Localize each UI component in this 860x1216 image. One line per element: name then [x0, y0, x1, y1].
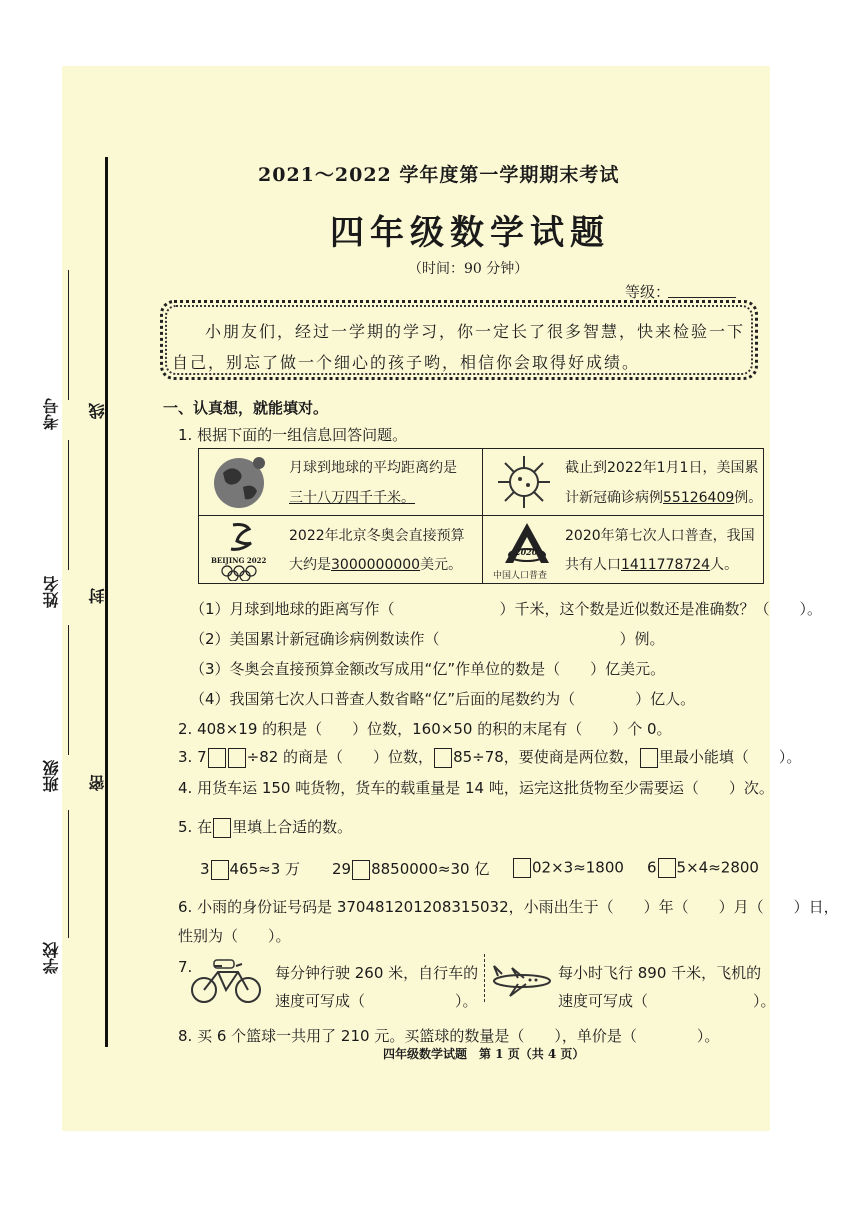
beijing-2022-emblem-icon: [211, 519, 273, 581]
census-logo-text: 中国人口普查: [493, 571, 548, 581]
q5-item-d: 6 5×4≈2800: [647, 858, 759, 877]
answer-box[interactable]: [211, 860, 229, 880]
intro-line-2: 自己，别忘了做一个细心的孩子哟，相信你会取得好成绩。: [172, 353, 641, 372]
exam-term-title: 2021～2022 学年度第一学期期末考试: [258, 164, 620, 186]
beijing-logo-text: BEIJING 2022: [211, 556, 267, 565]
subquestion-3: （3）冬奥会直接预算金额改写成用“亿”作单位的数是（ ）亿美元。: [190, 660, 666, 678]
virus-icon: [495, 453, 553, 511]
xuexiao-label: 学校: [42, 942, 61, 974]
grade-label: 等级：: [625, 283, 671, 301]
moon-text-1: 月球到地球的平均距离约是: [289, 460, 457, 476]
section-title: 一、认真想，就能填对。: [163, 399, 329, 417]
question-2: 2. 408×19 的积是（ ）位数，160×50 的积的末尾有（ ）个 0。: [178, 720, 672, 738]
plane-speed-text-2: 速度可写成（ ）。: [558, 992, 776, 1010]
census-logo-icon: [499, 519, 555, 567]
answer-box[interactable]: [352, 860, 370, 880]
covid-text-1: 截止到2022年1月1日，美国累: [565, 460, 759, 476]
olympic-text-2: 大约是3000000000美元。: [289, 557, 463, 573]
mi-label: 密: [88, 775, 107, 791]
q5-item-c: 02×3≈1800: [512, 858, 624, 878]
xian-label: 线: [88, 403, 107, 419]
answer-box[interactable]: [658, 858, 676, 878]
question-1: 1. 根据下面的一组信息回答问题。: [178, 426, 408, 444]
feng-label: 封: [88, 588, 107, 604]
answer-box[interactable]: [513, 858, 531, 878]
xuexiao-line: [68, 810, 69, 938]
question-4: 4. 用货车运 150 吨货物，货车的载重量是 14 吨，运完这批货物至少需要运（ ）次。: [178, 779, 774, 797]
kaohao-line: [68, 270, 69, 400]
info-table: [198, 448, 764, 584]
plane-speed-text-1: 每小时飞行 890 千米，飞机的: [558, 964, 762, 982]
answer-box[interactable]: [228, 748, 246, 768]
kaohao-label: 考号: [42, 398, 61, 430]
question-6-line-2: 性别为（ ）。: [178, 927, 291, 945]
xingming-label: 姓名: [42, 576, 61, 608]
banji-line: [68, 625, 69, 755]
census-text-2: 共有人口1411778724人。: [565, 557, 739, 573]
q7-divider: [484, 954, 485, 1002]
page-footer: 四年级数学试题 第 1 页（共 4 页）: [383, 1047, 585, 1061]
subquestion-2: （2）美国累计新冠确诊病例数读作（ ）例。: [190, 630, 665, 648]
time-limit: （时间：90 分钟）: [408, 261, 529, 277]
airplane-icon: [490, 964, 554, 998]
moon-text-2: 三十八万四千千米。: [289, 490, 415, 506]
question-3: 3. 7 ÷82 的商是（ ）位数， 85÷78，要使商是两位数， 里最小能填（ ）。: [178, 748, 802, 766]
answer-box[interactable]: [213, 818, 231, 838]
covid-text-2: 计新冠确诊病例55126409例。: [565, 490, 763, 506]
olympic-text-1: 2022年北京冬奥会直接预算: [289, 528, 465, 544]
census-logo-year: 2020: [515, 547, 538, 557]
bicycle-icon: [188, 958, 264, 1006]
intro-line-1: 小朋友们，经过一学期的学习，你一定长了很多智慧，快来检验一下: [205, 322, 746, 341]
answer-box[interactable]: [640, 748, 658, 768]
grade-blank[interactable]: [668, 297, 736, 298]
bike-speed-text-2: 速度可写成（ ）。: [275, 992, 478, 1010]
question-8: 8. 买 6 个篮球一共用了 210 元。买篮球的数量是（ ），单价是（ ）。: [178, 1027, 720, 1045]
xingming-line: [68, 440, 69, 570]
question-5: 5. 在 里填上合适的数。: [178, 818, 353, 836]
subquestion-1: （1）月球到地球的距离写作（ ）千米，这个数是近似数还是准确数？（ ）。: [190, 600, 823, 618]
banji-label: 班级: [42, 760, 61, 792]
question-7: 7.: [178, 958, 193, 976]
exam-title: 四年级数学试题: [330, 213, 610, 253]
answer-box[interactable]: [208, 748, 226, 768]
question-6-line-1: 6. 小雨的身份证号码是 370481201208315032，小雨出生于（ ）年（ ）月（ ）日，: [178, 898, 839, 916]
subquestion-4: （4）我国第七次人口普查人数省略“亿”后面的尾数约为（ ）亿人。: [190, 690, 696, 708]
census-text-1: 2020年第七次人口普查，我国: [565, 528, 755, 544]
bike-speed-text-1: 每分钟行驶 260 米，自行车的: [275, 964, 479, 982]
earth-icon: [209, 455, 271, 511]
answer-box[interactable]: [434, 748, 452, 768]
q5-item-a: 3 465≈3 万: [200, 860, 301, 878]
q5-item-b: 29 8850000≈30 亿: [332, 860, 490, 878]
